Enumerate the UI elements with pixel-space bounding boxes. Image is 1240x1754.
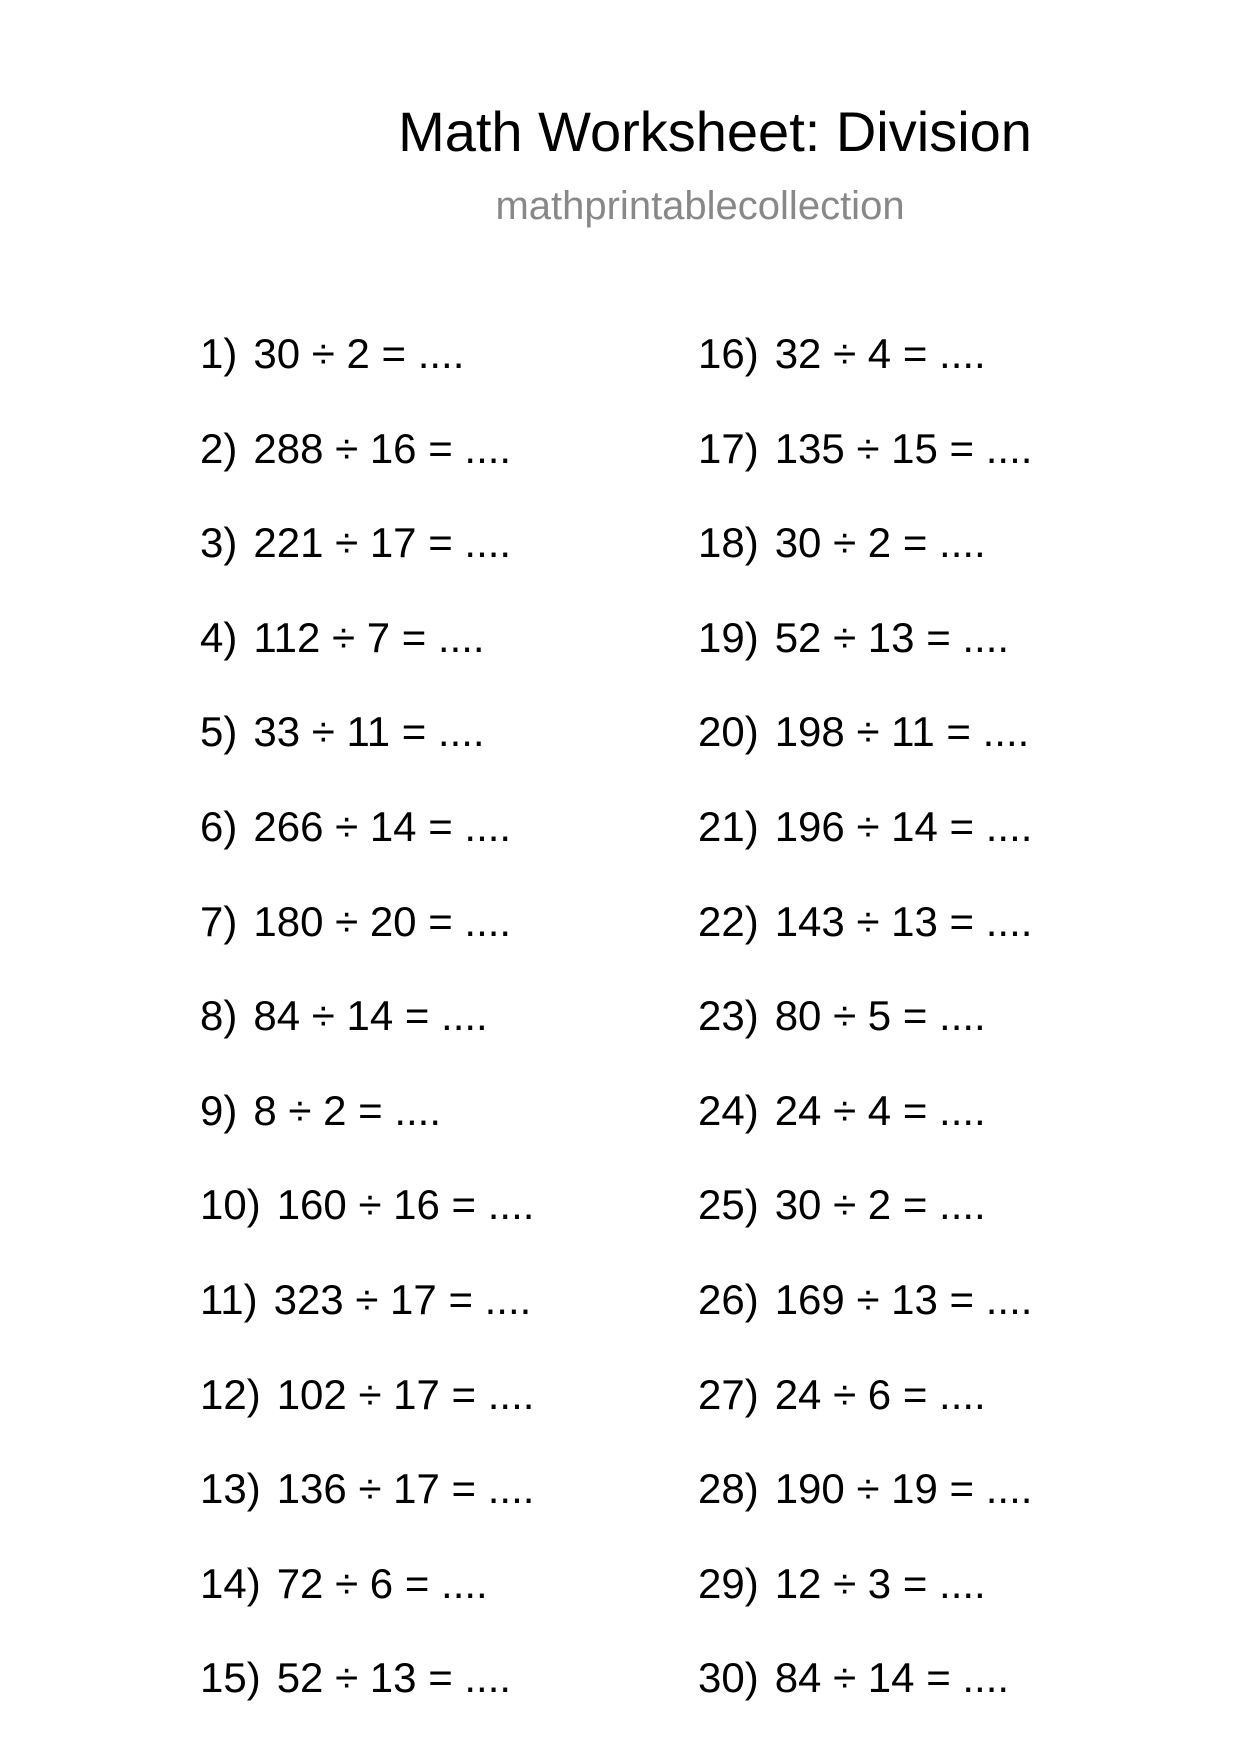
- problem-number: 24): [698, 1086, 759, 1134]
- problem-expression: 52 ÷ 13 = ....: [774, 613, 1010, 661]
- problem-expression: 136 ÷ 17 = ....: [276, 1465, 535, 1513]
- problem-expression: 196 ÷ 14 = ....: [774, 802, 1033, 850]
- problem-1: [200, 307, 534, 402]
- problem-number: 20): [698, 708, 759, 756]
- problem-24: [698, 1064, 1032, 1159]
- problem-expression: 30 ÷ 2 = ....: [774, 1181, 986, 1229]
- problem-expression: 84 ÷ 14 = ....: [253, 992, 488, 1040]
- problem-expression: 32 ÷ 4 = ....: [774, 330, 986, 377]
- problem-13: [200, 1442, 534, 1537]
- problem-expression: 221 ÷ 17 = ....: [253, 519, 512, 567]
- problem-number: 26): [698, 1275, 759, 1323]
- problem-expression: 180 ÷ 20 = ....: [253, 897, 512, 945]
- problem-expression: 266 ÷ 14 = ....: [253, 802, 512, 850]
- problem-expression: 112 ÷ 7 = ....: [253, 613, 485, 661]
- problem-4: [200, 591, 534, 686]
- problem-expression: 169 ÷ 13 = ....: [774, 1275, 1033, 1323]
- problem-9: [200, 1064, 534, 1159]
- problem-number: 30): [698, 1654, 759, 1702]
- problem-expression: 30 ÷ 2 = ....: [253, 330, 465, 377]
- problem-expression: 323 ÷ 17 = ....: [273, 1275, 532, 1323]
- problem-number: 1): [200, 330, 238, 377]
- problem-expression: 72 ÷ 6 = ....: [276, 1559, 488, 1607]
- problem-22: [698, 875, 1032, 970]
- problem-expression: 52 ÷ 13 = ....: [276, 1654, 512, 1702]
- problem-16: [698, 307, 1032, 402]
- problem-2: [200, 402, 534, 497]
- problem-number: 18): [698, 519, 759, 567]
- problem-number: 7): [200, 897, 238, 945]
- problem-number: 12): [200, 1370, 261, 1418]
- problem-expression: 190 ÷ 19 = ....: [774, 1465, 1033, 1513]
- problem-number: 14): [200, 1559, 261, 1607]
- problem-number: 8): [200, 992, 238, 1040]
- problem-expression: 33 ÷ 11 = ....: [253, 708, 485, 756]
- problem-expression: 24 ÷ 6 = ....: [774, 1370, 986, 1418]
- problem-5: [200, 685, 534, 780]
- problem-number: 28): [698, 1465, 759, 1513]
- worksheet-subtitle: mathprintablecollection: [495, 184, 905, 228]
- problem-number: 17): [698, 424, 759, 472]
- problem-number: 10): [200, 1181, 261, 1229]
- problem-20: [698, 685, 1032, 780]
- problem-number: 22): [698, 897, 759, 945]
- problem-28: [698, 1442, 1032, 1537]
- problem-number: 15): [200, 1654, 261, 1702]
- problem-12: [200, 1348, 534, 1443]
- problem-number: 29): [698, 1559, 759, 1607]
- problem-25: [698, 1158, 1032, 1253]
- problem-19: [698, 591, 1032, 686]
- problem-number: 27): [698, 1370, 759, 1418]
- problem-27: [698, 1348, 1032, 1443]
- problem-8: [200, 969, 534, 1064]
- problem-number: 11): [200, 1275, 258, 1323]
- problem-expression: 84 ÷ 14 = ....: [774, 1654, 1010, 1702]
- problem-expression: 80 ÷ 5 = ....: [774, 992, 986, 1040]
- problem-29: [698, 1537, 1032, 1632]
- problem-number: 19): [698, 613, 759, 661]
- problem-expression: 8 ÷ 2 = ....: [253, 1086, 442, 1134]
- problem-number: 4): [200, 613, 238, 661]
- problem-30: [698, 1631, 1032, 1726]
- problem-expression: 12 ÷ 3 = ....: [774, 1559, 986, 1607]
- problem-number: 13): [200, 1465, 261, 1513]
- problem-number: 23): [698, 992, 759, 1040]
- problem-17: [698, 402, 1032, 497]
- problem-expression: 135 ÷ 15 = ....: [774, 424, 1033, 472]
- problem-10: [200, 1158, 534, 1253]
- problem-expression: 143 ÷ 13 = ....: [774, 897, 1033, 945]
- worksheet-title: Math Worksheet: Division: [398, 100, 1032, 163]
- problem-expression: 198 ÷ 11 = ....: [774, 708, 1030, 756]
- problem-number: 6): [200, 802, 238, 850]
- problem-expression: 30 ÷ 2 = ....: [774, 519, 986, 567]
- problem-expression: 102 ÷ 17 = ....: [276, 1370, 535, 1418]
- problem-number: 2): [200, 424, 238, 472]
- problems-column-left: [200, 330, 534, 1726]
- problem-6: [200, 780, 534, 875]
- problem-11: [200, 1253, 534, 1348]
- problem-number: 21): [698, 802, 759, 850]
- problem-number: 16): [698, 330, 759, 377]
- problem-expression: 288 ÷ 16 = ....: [253, 424, 512, 472]
- problem-14: [200, 1537, 534, 1632]
- problem-3: [200, 496, 534, 591]
- problem-7: [200, 875, 534, 970]
- problem-number: 3): [200, 519, 238, 567]
- problems-column-right: [698, 330, 1032, 1726]
- problem-expression: 160 ÷ 16 = ....: [276, 1181, 535, 1229]
- problem-26: [698, 1253, 1032, 1348]
- problem-15: [200, 1631, 534, 1726]
- problem-number: 25): [698, 1181, 759, 1229]
- problem-23: [698, 969, 1032, 1064]
- problem-expression: 24 ÷ 4 = ....: [774, 1086, 986, 1134]
- problem-18: [698, 496, 1032, 591]
- problem-number: 5): [200, 708, 238, 756]
- problem-number: 9): [200, 1086, 238, 1134]
- problem-21: [698, 780, 1032, 875]
